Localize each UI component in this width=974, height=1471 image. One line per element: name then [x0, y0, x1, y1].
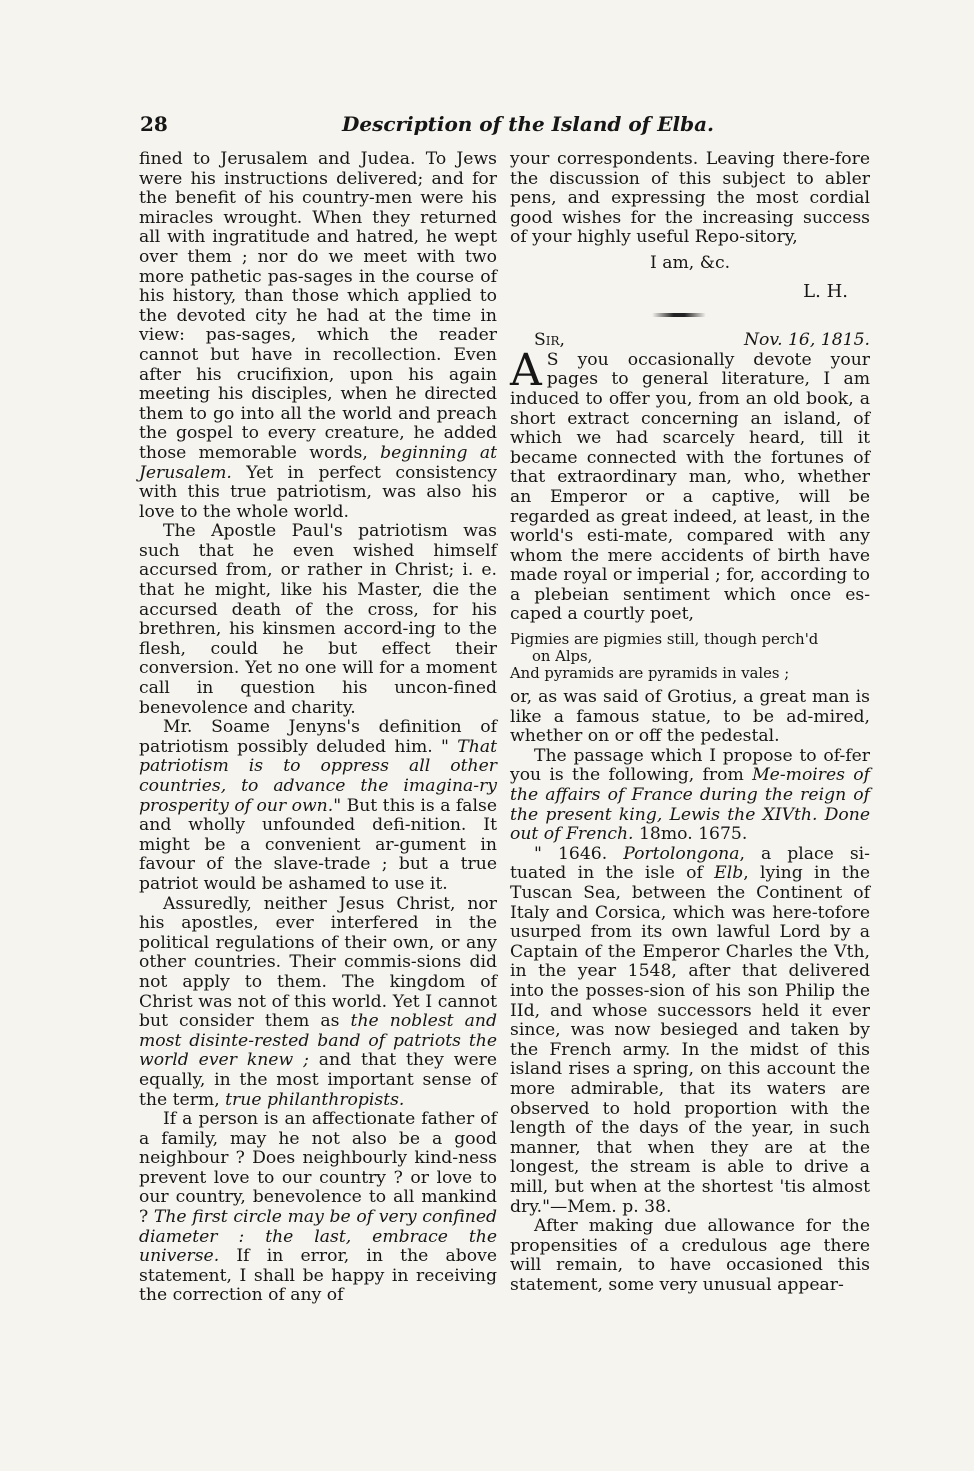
drop-cap: A — [510, 344, 542, 396]
text-run: , a place si-tuated in the isle of — [510, 843, 870, 884]
text-run: 18mo. 1675. — [633, 824, 748, 845]
verse-quote — [510, 631, 870, 682]
paragraph: The Apostle Paul's patriotism was such that he even wished himself accursed from, or rather in Christ; i. e. that he might, like his Master, die the accursed death of the cross, for his brethren, his kinsmen accord-ing to the flesh, could he but effect their conversion. Yet no one will for a moment call in question his uncon-fined benevolence and charity. — [139, 521, 497, 718]
italic-quote: " That patriotism is to oppress all other countries, to advance the imagina-ry prosperity of our own." — [139, 736, 497, 816]
text-run: But this is a false and wholly unfounded defi-nition. It might be a convenient ar-gument in favour of the slave-trade ; but a true patriot would be ashamed to use it. — [139, 795, 498, 894]
paragraph — [510, 747, 870, 845]
dateline — [510, 331, 870, 351]
text-run: Mr. Soame Jenyns's definition of patriotism possibly deluded him. — [139, 717, 497, 757]
italic-text: beginning at Jerusalem. — [139, 442, 497, 483]
paragraph — [139, 895, 497, 1111]
closing: I am, &c. — [650, 252, 731, 273]
italic-text: The first circle may be of very confined diameter : the last, embrace the universe. — [139, 1207, 497, 1267]
paragraph — [510, 344, 870, 625]
letter-date: Nov. 16, 1815. — [744, 330, 870, 351]
text-run: fined to Jerusalem and Judea. To Jews were his instructions delivered; and for the benefit of his country-men were his miracles wrought. When they returned all with ingratitude and hatred, he wept over them ; nor do we meet with two more pathetic pas-sages in the course of his history, than those which applied to the devoted city he had at the time in view: pas-sages, which the reader cannot but have in recollection. Even after his crucifixion, upon his again meeting his disciples, when he directed them to go into all the world and preach the gospel to every creature, he added those memorable words, — [139, 149, 497, 463]
text-run: Assuredly, neither Jesus Christ, nor his apostles, ever interfered in the political regulations of their own, or any other countries. Their commis-sions did not apply to them. The kingdom of Christ was not of this world. Yet I cannot but consider them as — [139, 893, 497, 1032]
paragraph: your correspondents. Leaving there-fore the discussion of this subject to abler pens, and expressing the most cordial good wishes for the increasing success of your highly useful Repo-sitory, — [510, 149, 870, 248]
italic-text: the noblest and most disinte-rested band of patriots the world ever knew ; — [139, 1011, 497, 1071]
italic-text: true philanthropists. — [225, 1089, 405, 1110]
text-run: If a person is an affectionate father of a family, may he not also be a good neighbour ? Does neighbourly kind-ness prevent love to our country ? or love to our country, benevolence to all mankind ? — [139, 1109, 497, 1228]
paragraph — [139, 1110, 497, 1306]
text-run: The passage which I propose to of-fer you is the following, from — [510, 745, 870, 786]
text-run: If in error, in the above statement, I shall be happy in receiving the correction of any of — [139, 1246, 497, 1306]
italic-text: Me-moires of the affairs of France during the reign of the present king, Lewis the XIVth. Done out of French. — [510, 765, 870, 845]
verse-line-continued: on Alps, — [532, 648, 593, 666]
left-column — [139, 150, 497, 1306]
running-title: Description of the Island of Elba. — [342, 112, 714, 136]
separator-rule — [652, 313, 706, 317]
italic-text: Portolongona — [623, 843, 740, 864]
right-column — [510, 150, 870, 1295]
paragraph: After making due allowance for the propensities of a credulous age there will remain, to have occasioned this statement, some very unusual appear- — [510, 1216, 870, 1295]
verse-line: Pigmies are pigmies still, though perch'd — [510, 631, 819, 649]
italic-text: Elb — [714, 863, 744, 884]
verse-line: And pyramids are pyramids in vales ; — [510, 665, 790, 683]
text-run: and that they were equally, in the most important sense of the term, — [139, 1050, 498, 1110]
signature: L. H. — [803, 280, 848, 302]
text-run: " 1646. — [534, 843, 624, 864]
page-number: 28 — [140, 112, 168, 136]
text-run: , lying in the Tuscan Sea, between the Continent of Italy and Corsica, which was here-tofore usurped from its own lawful Lord by a Captain of the Emperor Charles the Vth, in the year 1548, after that delivered into the posses-sion of his son Philip the IId, and whose successors held it ever since, was now besieged and taken by the French army. In the midst of this island rises a spring, on this account the more admirable, that its waters are observed to hold proportion with the length of the days of the year, in such manner, that when they are at the longest, the stream is able to drive a mill, but when at the shortest 'tis almost dry."—Mem. p. 38. — [510, 863, 871, 1217]
quotation-paragraph — [510, 845, 870, 1217]
running-head — [140, 112, 880, 142]
text-run: Yet in perfect consistency with this true patriotism, was also his love to the whole world. — [139, 462, 497, 522]
paragraph — [139, 150, 497, 522]
paragraph — [139, 718, 497, 894]
paragraph: or, as was said of Grotius, a great man is like a famous statue, to be ad-mired, whether on or off the pedestal. — [510, 687, 870, 747]
salutation: Sir, — [534, 330, 566, 351]
text-run: S you occasionally devote your pages to general literature, I am induced to offer you, from an old book, a short extract concerning an island, of which we had scarcely heard, till it became connected with the fortunes of that extraordinary man, who, whether an Emperor or a captive, will be regarded as great indeed, at least, in the world's esti-mate, compared with any whom the mere accidents of birth have made royal or imperial ; for, according to a plebeian sentiment which once es-caped a courtly poet, — [510, 349, 870, 625]
